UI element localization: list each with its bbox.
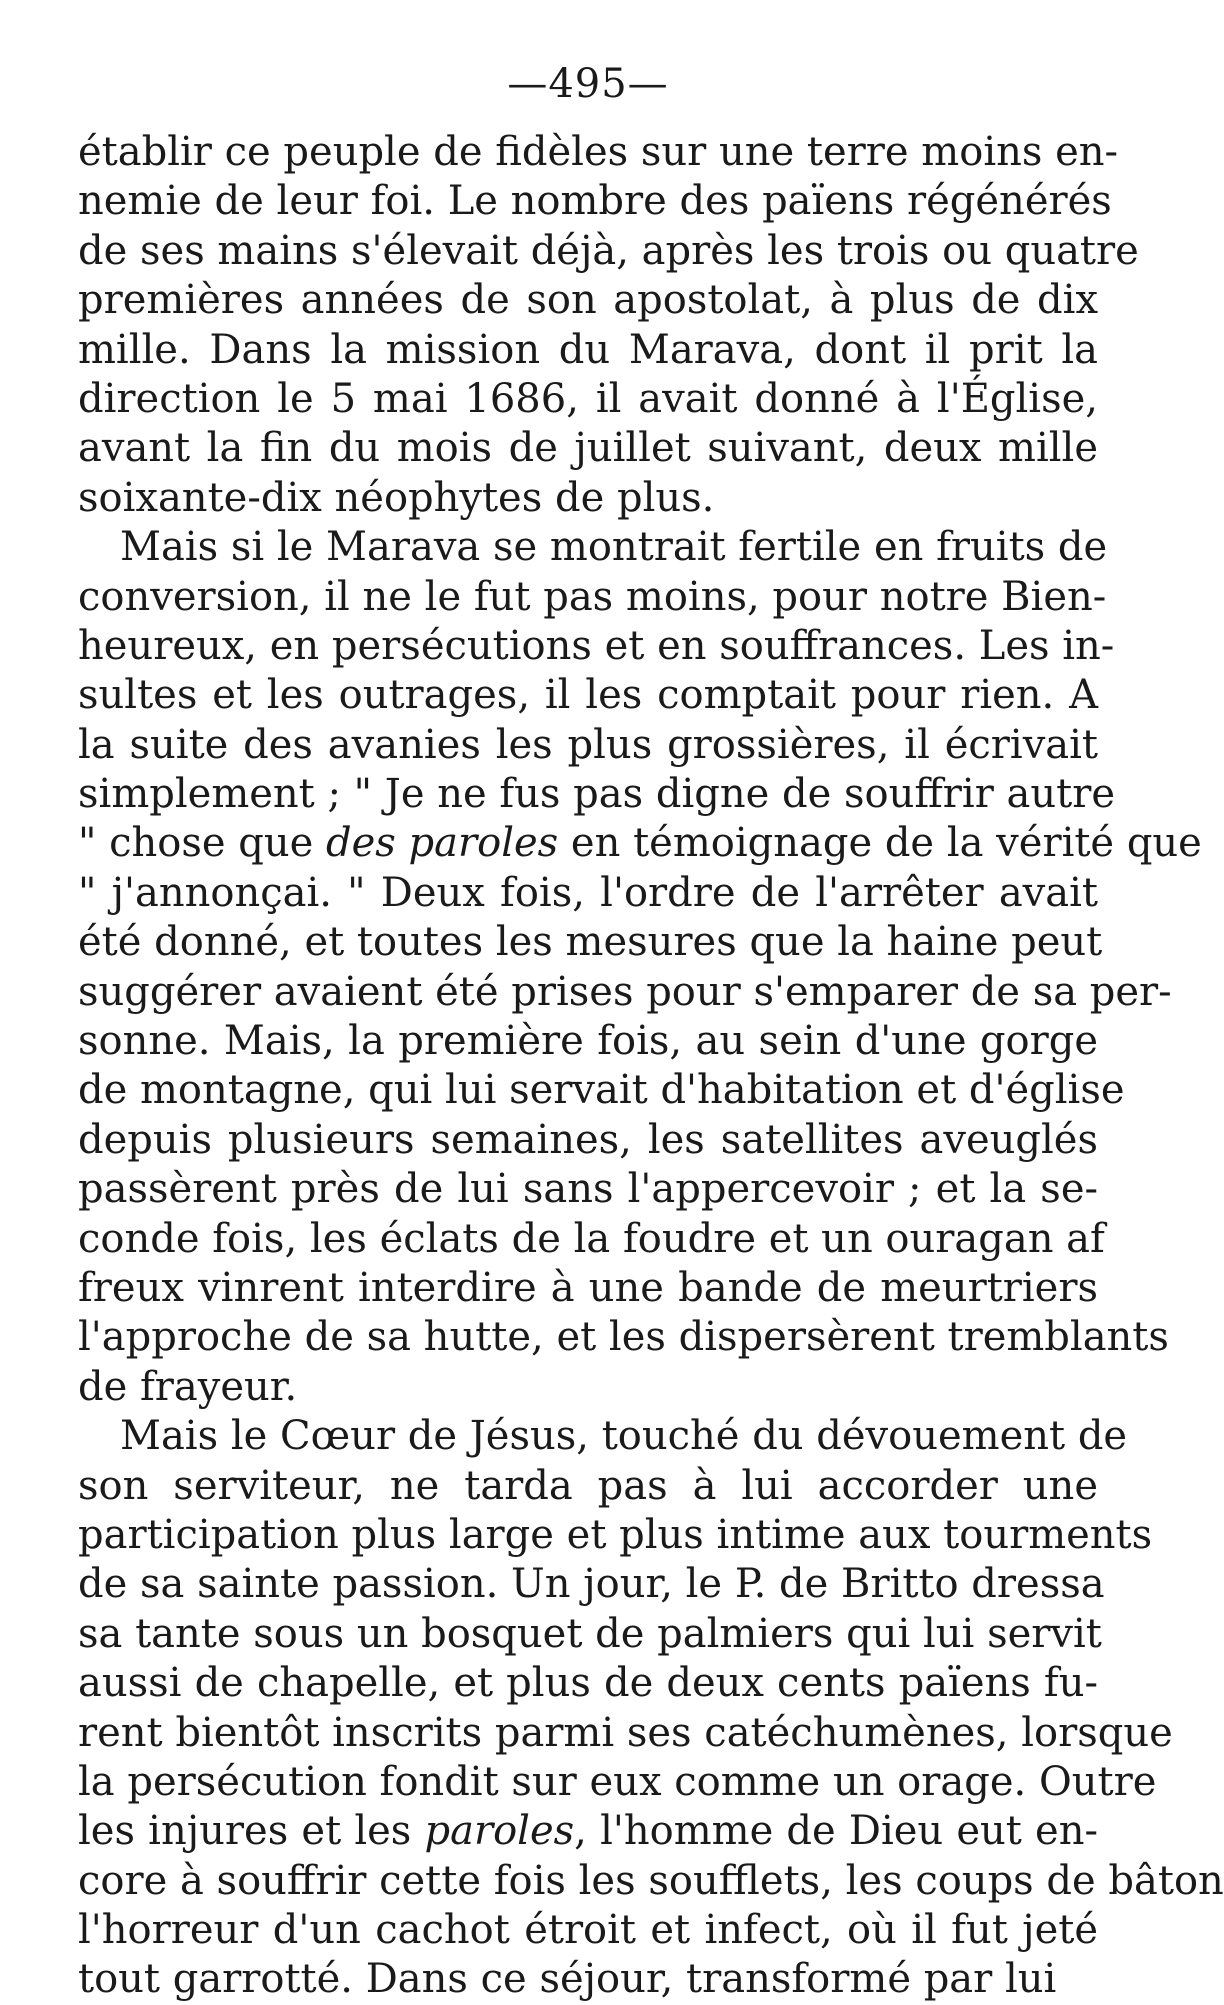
text-line: l'approche de sa hutte, et les dispersèrent tremblants (78, 1314, 1169, 1361)
text-line: Mais si le Marava se montrait fertile en fruits de (120, 524, 1108, 571)
text-line: de montagne, qui lui servait d'habitation et d'église (78, 1067, 1125, 1114)
text-line: Mais le Cœur de Jésus, touché du dévouement de (120, 1413, 1128, 1460)
text-line: freux vinrent interdire à une bande de meurtriers (78, 1264, 1098, 1311)
text-line: rent bientôt inscrits parmi ses catéchumènes, lorsque (78, 1709, 1173, 1756)
text-line: été donné, et toutes les mesures que la haine peut (78, 919, 1103, 966)
text-line: la suite des avanies les plus grossières, il écrivait (78, 721, 1098, 768)
text-line: sultes et les outrages, il les comptait pour rien. A (78, 672, 1098, 719)
text-line: la persécution fondit sur eux comme un orage. Outre (78, 1758, 1157, 1805)
text-line: suggérer avaient été prises pour s'emparer de sa per- (78, 968, 1172, 1015)
text-line: nemie de leur foi. Le nombre des païens régénérés (78, 178, 1112, 225)
text-line: de frayeur. (78, 1363, 298, 1410)
text-line: soixante-dix néophytes de plus. (78, 474, 715, 521)
text-line: participation plus large et plus intime aux tourments (78, 1511, 1153, 1558)
text-line: tout garrotté. Dans ce séjour, transformé par lui (78, 1956, 1057, 2003)
text-line: premières années de son apostolat, à plus de dix (78, 277, 1098, 324)
text-line: aussi de chapelle, et plus de deux cents païens fu- (78, 1660, 1098, 1707)
text-line: " j'annonçai. " Deux fois, l'ordre de l'arrêter avait (78, 869, 1098, 916)
book-page (78, 60, 1224, 2005)
text-line: avant la fin du mois de juillet suivant, deux mille (78, 425, 1098, 472)
text-line: conde fois, les éclats de la foudre et un ouragan af (78, 1215, 1105, 1262)
text-line: sonne. Mais, la première fois, au sein d'une gorge (78, 1018, 1098, 1065)
body-text (78, 128, 1224, 2005)
text-line: passèrent près de lui sans l'appercevoir ; et la se- (78, 1166, 1098, 1213)
text-line: les injures et les paroles, l'homme de Dieu eut en- (78, 1808, 1098, 1855)
text-line: direction le 5 mai 1686, il avait donné à l'Église, (78, 375, 1098, 422)
text-line: depuis plusieurs semaines, les satellites aveuglés (78, 1116, 1098, 1163)
text-line: l'horreur d'un cachot étroit et infect, où il fut jeté (78, 1907, 1098, 1954)
text-line: " chose que des paroles en témoignage de la vérité que (78, 820, 1202, 867)
text-line: simplement ; " Je ne fus pas digne de souffrir autre (78, 771, 1116, 818)
paragraph (78, 1412, 1224, 2005)
paragraph (78, 523, 1202, 1412)
text-line: mille. Dans la mission du Marava, dont il prit la (78, 326, 1098, 373)
text-line: sa tante sous un bosquet de palmiers qui lui servit (78, 1610, 1102, 1657)
text-line: de sa sainte passion. Un jour, le P. de Britto dressa (78, 1561, 1105, 1608)
text-line: core à souffrir cette fois les soufflets, les coups de bâton (78, 1857, 1224, 1904)
text-line: heureux, en persécutions et en souffrances. Les in- (78, 622, 1115, 669)
text-line: son serviteur, ne tarda pas à lui accorder une (78, 1462, 1098, 1509)
paragraph (78, 128, 1139, 523)
page-number: —495— (507, 61, 669, 107)
text-line: conversion, il ne le fut pas moins, pour notre Bien- (78, 573, 1107, 620)
text-line: de ses mains s'élevait déjà, après les trois ou quatre (78, 227, 1139, 274)
text-line: établir ce peuple de fidèles sur une terre moins en- (78, 129, 1119, 175)
